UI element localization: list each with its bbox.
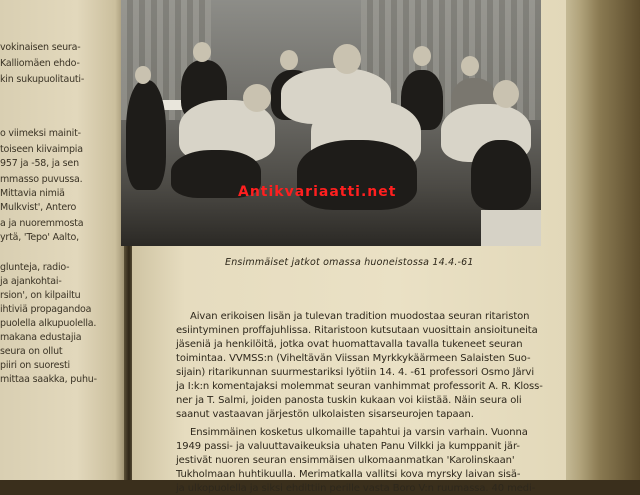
body-text-line: ja I:k:n komentajaksi molemmat seuran vanhimmat professorit A. R. Kloss- <box>176 381 543 392</box>
body-text-line: Ensimmäinen kosketus ulkomaille tapahtui ja varsin varhain. Vuonna <box>190 427 528 438</box>
body-text-line: jäseniä ja henkilöitä, jotka ovat huomattavalla tavalla tukeneet seuran <box>176 339 523 350</box>
left-page-line: toiseen kiivaimpia <box>0 144 83 155</box>
body-text-line: sijain) ritarikunnan suurmestariksi lyötiin 14. 4. -61 professori Osmo Järvi <box>176 367 535 378</box>
left-page-line: ja ajankohtai- <box>0 276 62 287</box>
body-text-line: esiintyminen proffajuhlissa. Ritaristoon kutsutaan vuosittain ansioituneita <box>176 325 538 336</box>
left-page-line: Mittavia nimiä <box>0 188 65 199</box>
left-page-line: a ja nuoremmosta <box>0 218 84 229</box>
left-page-line: yrtä, 'Tepo' Aalto, <box>0 232 79 243</box>
left-page-line: rsion', on kilpailtu <box>0 290 81 301</box>
left-page-line: kin sukupuolitauti- <box>0 74 85 85</box>
party-photo <box>121 0 541 246</box>
left-page-line: piiri on suoresti <box>0 360 70 371</box>
page-edges <box>566 0 640 480</box>
body-text-line: toimintaa. VVMSS:n (Viheltävän Viissan Myrkkykäärmeen Salaisten Suo- <box>176 353 531 364</box>
left-page-line: makana edustajia <box>0 332 82 343</box>
body-text-line: 1949 passi- ja valuuttavaikeuksia uhaten Panu Vilkki ja kumppanit jär- <box>176 441 520 452</box>
left-page-line: Kalliomäen ehdo- <box>0 58 80 69</box>
body-text-line: ja ulkopuolella ja siksi ehdittiin perille vasta Boro V:n ruumassa. 40 medi- <box>176 483 536 494</box>
body-text-line: saanut vastaavan järjestön ulkolaisten sisarseurojen tapaan. <box>176 409 474 420</box>
left-page-line: seura on ollut <box>0 346 63 357</box>
watermark: Antikvariaatti.net <box>238 184 397 200</box>
left-page-line: mmasso puvussa. <box>0 174 83 185</box>
left-page-line: 957 ja -58, ja sen <box>0 158 79 169</box>
photo-caption: Ensimmäiset jatkot omassa huoneistossa 14.4.-61 <box>225 257 474 268</box>
left-page-line: puolella alkupuolella. <box>0 318 97 329</box>
body-text-line: Tukholmaan huhtikuulla. Merimatkalla vallitsi kova myrsky laivan sisä- <box>176 469 521 480</box>
left-page-line: vokinaisen seura- <box>0 42 81 53</box>
left-page-line: ihtiviä propagandoa <box>0 304 92 315</box>
body-text-line: jestivät nuoren seuran ensimmäisen ulkomaanmatkan 'Karolinskaan' <box>176 455 515 466</box>
body-text-line: Aivan erikoisen lisän ja tulevan tradition muodostaa seuran ritariston <box>190 311 530 322</box>
body-text-line: ner ja T. Salmi, joiden panosta tuskin kukaan voi kiistää. Näin seura oli <box>176 395 522 406</box>
left-page-line: Mulkvist', Antero <box>0 202 77 213</box>
left-page-line: mittaa saakka, puhu- <box>0 374 97 385</box>
left-page-line: o viimeksi mainit- <box>0 128 81 139</box>
left-page-line: glunteja, radio- <box>0 262 70 273</box>
left-page <box>0 0 128 480</box>
